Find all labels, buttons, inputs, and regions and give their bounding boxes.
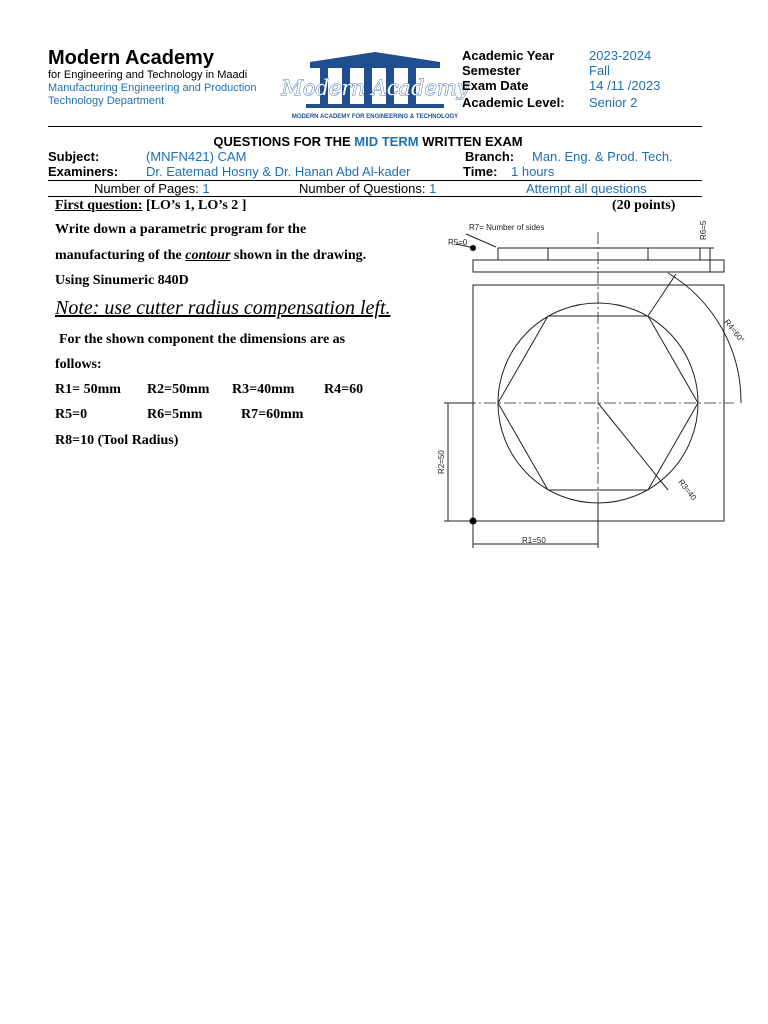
- semester-label: Semester: [462, 63, 521, 78]
- question-points: (20 points): [612, 198, 676, 213]
- question-line-2-pre: manufacturing of the: [55, 248, 182, 263]
- label-r4: R4=60°: [722, 317, 747, 345]
- pages-label: Number of Pages:: [94, 181, 199, 196]
- branch-value: Man. Eng. & Prod. Tech.: [532, 149, 673, 164]
- question-los: [LO’s 1, LO’s 2 ]: [146, 198, 247, 213]
- academy-logo: [281, 48, 469, 122]
- academic-year-value: 2023-2024: [589, 48, 652, 63]
- academic-year-label: Academic Year: [462, 48, 555, 63]
- branch-label: Branch:: [465, 149, 515, 164]
- dim-r4: R4=60: [324, 382, 364, 397]
- label-r6: R6=5: [699, 220, 708, 240]
- questions-value: 1: [429, 181, 437, 196]
- question-line-3: Using Sinumeric 840D: [55, 273, 189, 288]
- side-view-plate: [473, 260, 724, 272]
- department-line-2: Technology Department: [48, 95, 165, 107]
- pages-value: 1: [202, 181, 210, 196]
- dim-r8: R8=10 (Tool Radius): [55, 433, 179, 448]
- subject-label: Subject:: [48, 149, 100, 164]
- question-line-2: [55, 248, 366, 264]
- header-divider: [48, 126, 702, 127]
- time-label: Time:: [463, 164, 498, 179]
- dim-r7: R7=60mm: [241, 407, 304, 422]
- question-line-2-post: shown in the drawing.: [233, 248, 367, 263]
- dim-r1: R1= 50mm: [55, 382, 121, 397]
- r4-angle-arc: [668, 273, 741, 403]
- r3-radius-line: [598, 403, 668, 490]
- question-heading-row: [55, 198, 246, 214]
- examiners-value: Dr. Eatemad Hosny & Dr. Hanan Abd Al-kader: [146, 164, 411, 179]
- attempt-all-text: Attempt all questions: [526, 181, 647, 196]
- questions-info: [299, 181, 436, 196]
- note-text: Note: use cutter radius compensation left.: [55, 297, 391, 319]
- exam-title-highlight: MID TERM: [354, 134, 419, 149]
- label-r2: R2=50: [437, 450, 446, 474]
- department-line-1: Manufacturing Engineering and Production: [48, 82, 257, 94]
- exam-title-suffix: WRITTEN EXAM: [422, 134, 523, 149]
- side-view-boss: [498, 248, 700, 260]
- label-r1: R1=50: [522, 536, 546, 545]
- pages-info: [94, 181, 210, 196]
- exam-date-value: 14 /11 /2023: [589, 78, 661, 93]
- dim-r3: R3=40mm: [232, 382, 295, 397]
- dim-r5: R5=0: [55, 407, 88, 422]
- label-r3: R3=40: [676, 477, 699, 502]
- label-r5: R5=0: [448, 238, 468, 247]
- dim-r2: R2=50mm: [147, 382, 210, 397]
- school-subtitle: for Engineering and Technology in Maadi: [48, 69, 248, 81]
- contour-drawing: [436, 212, 747, 552]
- question-heading: First question:: [55, 198, 143, 213]
- exam-title-prefix: QUESTIONS FOR THE: [213, 134, 351, 149]
- academic-level-label: Academic Level:: [462, 95, 565, 110]
- semester-value: Fall: [589, 63, 610, 78]
- dims-intro-line-2: follows:: [55, 357, 102, 372]
- logo-script-text: Modern Academy: [281, 76, 469, 100]
- contour-emphasis: contour: [185, 248, 231, 263]
- label-r7: R7= Number of sides: [469, 223, 545, 232]
- info-divider-bottom: [48, 196, 702, 197]
- exam-date-label: Exam Date: [462, 78, 529, 93]
- dim-r6: R6=5mm: [147, 407, 203, 422]
- exam-title: [0, 134, 752, 149]
- academic-level-value: Senior 2: [589, 95, 638, 110]
- question-line-1: Write down a parametric program for the: [55, 222, 307, 237]
- subject-value: (MNFN421) CAM: [146, 149, 247, 164]
- dims-intro-line-1: For the shown component the dimensions are as: [59, 332, 346, 347]
- questions-label: Number of Questions:: [299, 181, 426, 196]
- examiners-label: Examiners:: [48, 164, 119, 179]
- time-value: 1 hours: [511, 164, 555, 179]
- logo-caption: MODERN ACADEMY FOR ENGINEERING & TECHNOLOGY: [291, 114, 459, 120]
- school-name: Modern Academy: [48, 47, 214, 69]
